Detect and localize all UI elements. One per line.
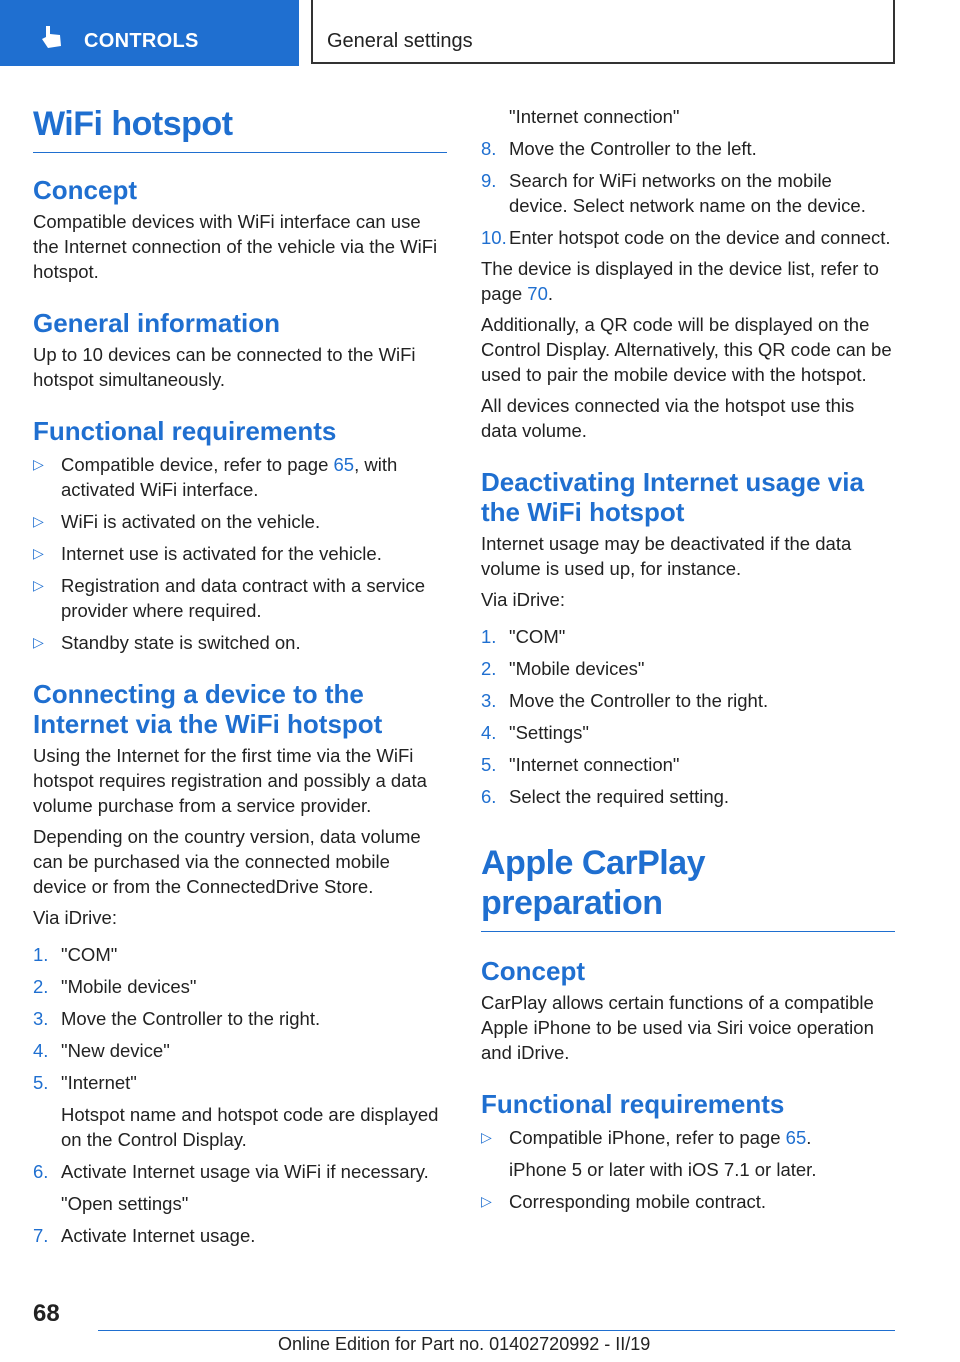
data-volume-text: All devices connected via the hotspot use this data volume. bbox=[481, 395, 855, 441]
carplay-concept-text: CarPlay allows certain functions of a compatible Apple iPhone to be used via Siri voice operation and iDrive. bbox=[481, 992, 874, 1063]
connecting-device-heading: Connecting a device to the Internet via the WiFi hotspot bbox=[33, 679, 383, 739]
step-note: "Open settings" bbox=[61, 1193, 189, 1214]
list-item: 4. "Settings" bbox=[481, 722, 589, 743]
list-item: ▷ Internet use is activated for the vehicle. bbox=[33, 543, 382, 564]
list-item: 10. Enter hotspot code on the device and connect. bbox=[481, 227, 891, 248]
deactivate-steps-list bbox=[481, 624, 895, 809]
right-column bbox=[481, 104, 895, 1214]
page-title: WiFi hotspot bbox=[33, 104, 447, 153]
list-item: 8. Move the Controller to the left. bbox=[481, 138, 757, 159]
page-section-header bbox=[311, 0, 895, 64]
concept-text: Compatible devices with WiFi interface can use the Internet connection of the vehicle via the WiFi hotspot. bbox=[33, 211, 438, 282]
page-link[interactable]: 70 bbox=[527, 283, 548, 304]
left-column bbox=[33, 96, 447, 1248]
list-item: 1. "COM" bbox=[33, 944, 118, 965]
list-item: 3. Move the Controller to the right. bbox=[481, 690, 769, 711]
general-information-text: Up to 10 devices can be connected to the WiFi hotspot simultaneously. bbox=[33, 344, 416, 390]
page-link[interactable]: 65 bbox=[785, 1127, 807, 1148]
list-item: 3. Move the Controller to the right. bbox=[33, 1008, 321, 1029]
list-item: ▷ Compatible device, refer to page 65, with activated WiFi interface. bbox=[33, 454, 398, 500]
page-number: 68 bbox=[33, 1300, 60, 1327]
connecting-text-1: Using the Internet for the first time via the WiFi hotspot requires registration and possibly a data volume purchase from a service provider. bbox=[33, 745, 427, 816]
requirement-note: iPhone 5 or later with iOS 7.1 or later. bbox=[509, 1159, 817, 1180]
carplay-title: Apple CarPlay preparation bbox=[481, 843, 895, 932]
hand-pointer-icon bbox=[38, 24, 64, 50]
functional-requirements-list bbox=[33, 452, 447, 655]
list-item: 2. "Mobile devices" bbox=[33, 976, 197, 997]
carplay-requirements-list bbox=[481, 1125, 895, 1214]
step-note: Hotspot name and hotspot code are displayed on the Control Display. bbox=[61, 1104, 439, 1150]
list-item: ▷ Standby state is switched on. bbox=[33, 632, 301, 653]
list-item: 9. Search for WiFi networks on the mobile device. Select network name on the device. bbox=[481, 170, 866, 216]
deactivating-heading: Deactivating Internet usage via the WiFi hotspot bbox=[481, 467, 864, 527]
edition-text: Online Edition for Part no. 01402720992 - II/19 bbox=[278, 1334, 651, 1354]
via-idrive-label: Via iDrive: bbox=[481, 589, 565, 610]
triangle-bullet-icon: ▷ bbox=[33, 513, 44, 529]
list-item: 6. Select the required setting. bbox=[481, 786, 730, 807]
general-information-heading: General information bbox=[33, 308, 281, 338]
triangle-bullet-icon: ▷ bbox=[33, 456, 44, 472]
carplay-functional-requirements-heading: Functional requirements bbox=[481, 1089, 785, 1119]
list-item: 6. Activate Internet usage via WiFi if necessary. "Open settings" bbox=[33, 1159, 447, 1216]
list-item: ▷ Corresponding mobile contract. bbox=[481, 1191, 767, 1212]
device-list-text: The device is displayed in the device list, refer to page 70. bbox=[481, 258, 879, 304]
section-tab-label: CONTROLS bbox=[84, 30, 199, 52]
list-item: ▷ Compatible iPhone, refer to page 65. iPhone 5 or later with iOS 7.1 or later. bbox=[481, 1125, 895, 1182]
footer-divider bbox=[98, 1330, 895, 1331]
connect-steps-list bbox=[33, 942, 447, 1248]
list-item: 2. "Mobile devices" bbox=[481, 658, 645, 679]
functional-requirements-heading: Functional requirements bbox=[33, 416, 337, 446]
list-item: 5. "Internet" Hotspot name and hotspot code are displayed on the Control Display. bbox=[33, 1070, 447, 1152]
deactivating-text: Internet usage may be deactivated if the data volume is used up, for instance. bbox=[481, 533, 852, 579]
list-item: ▷ Registration and data contract with a service provider where required. bbox=[33, 575, 426, 621]
list-item: 7. Activate Internet usage. bbox=[33, 1225, 256, 1246]
list-item: 4. "New device" bbox=[33, 1040, 170, 1061]
triangle-bullet-icon: ▷ bbox=[481, 1193, 492, 1209]
section-tab[interactable] bbox=[0, 0, 299, 66]
list-item: 1. "COM" bbox=[481, 626, 566, 647]
list-item: 5. "Internet connection" bbox=[481, 754, 680, 775]
step-note: "Internet connection" bbox=[509, 106, 680, 127]
connecting-text-2: Depending on the country version, data volume can be purchased via the connected mobile device or from the ConnectedDrive Store. bbox=[33, 826, 421, 897]
carplay-concept-heading: Concept bbox=[481, 956, 585, 986]
triangle-bullet-icon: ▷ bbox=[33, 545, 44, 561]
connect-steps-continued-list bbox=[481, 136, 895, 250]
page-link[interactable]: 65 bbox=[333, 454, 355, 475]
triangle-bullet-icon: ▷ bbox=[33, 634, 44, 650]
list-item: ▷ WiFi is activated on the vehicle. bbox=[33, 511, 321, 532]
triangle-bullet-icon: ▷ bbox=[481, 1129, 492, 1145]
qr-code-text: Additionally, a QR code will be displayed on the Control Display. Alternatively, this QR code can be used to pair the mobile device with the hotspot. bbox=[481, 314, 892, 385]
concept-heading: Concept bbox=[33, 175, 137, 205]
page-section-label: General settings bbox=[327, 30, 473, 52]
triangle-bullet-icon: ▷ bbox=[33, 577, 44, 593]
via-idrive-label: Via iDrive: bbox=[33, 907, 117, 928]
